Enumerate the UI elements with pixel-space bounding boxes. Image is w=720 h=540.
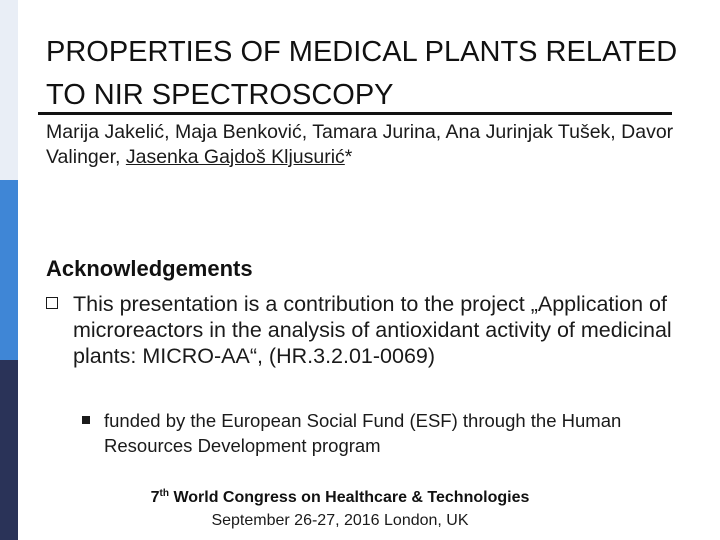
sidebar-band-navy [0,360,18,540]
congress-date-location: September 26-27, 2016 London, UK [211,512,469,529]
sidebar-band-blue [0,180,18,360]
title-underline [38,112,672,115]
filled-square-bullet-icon [82,416,90,424]
funding-text: funded by the European Social Fund (ESF) through the Human Resources Development program [104,410,622,456]
authors-text: Marija Jakelić, Maja Benković, Tamara Jurina, Ana Jurinjak Tušek, Davor Valinger, [46,121,674,168]
slide-title: PROPERTIES OF MEDICAL PLANTS RELATED TO NIR SPECTROSCOPY [46,36,678,111]
sidebar-decoration [0,0,18,540]
acknowledgement-bullet [46,291,686,369]
corresponding-author: Jasenka Gajdoš Kljusurić [125,146,345,168]
author-list [46,120,706,170]
acknowledgements-heading: Acknowledgements [46,256,253,281]
congress-ordinal-suffix: th [159,488,169,499]
acknowledgement-text: This presentation is a contribution to the project „Application of microreactors in the analysis of antioxidant activity of medicinal plants: MICRO-AA“, (HR.3.2.01-0069) [73,292,672,368]
corresponding-mark: * [344,146,353,168]
funding-sub-bullet [82,408,682,458]
congress-title: World Congress on Healthcare & Technologies [169,489,530,506]
congress-name [100,482,580,510]
hollow-square-bullet-icon [46,297,58,309]
congress-ordinal-number: 7 [150,489,160,506]
sidebar-band-light [0,0,18,180]
footer [100,482,580,532]
